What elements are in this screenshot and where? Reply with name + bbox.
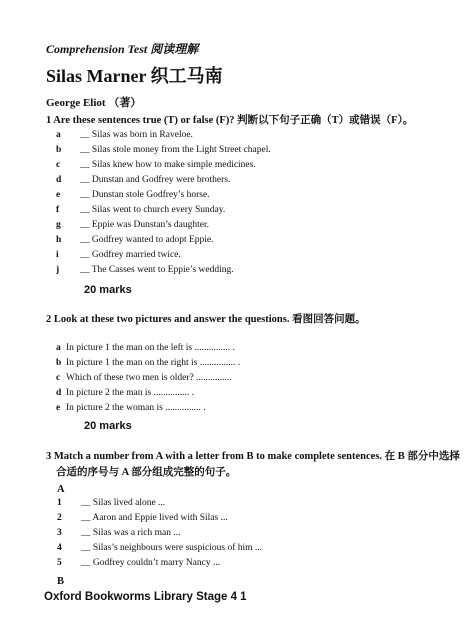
item-letter: i (56, 250, 59, 260)
q1-item-j (56, 265, 234, 275)
q1-item-b (56, 145, 271, 155)
question-2-title: 2 Look at these two pictures and answer the questions. 看图回答问题。 (46, 314, 366, 325)
item-number: 4 (57, 543, 62, 553)
item-letter: e (56, 190, 61, 200)
item-letter: g (56, 220, 61, 230)
question-3-title-line-1: 3 Match a number from A with a letter from B to make complete sentences. 在 B 部分中选择 (46, 451, 460, 462)
item-text: __ Eppie was Dunstan’s daughter. (80, 220, 210, 230)
q3-item-4 (57, 543, 262, 553)
q3-item-2 (57, 513, 228, 523)
item-text: __ Silas was a rich man ... (81, 528, 181, 538)
q3-item-1 (57, 498, 165, 508)
item-number: 5 (57, 558, 62, 568)
item-text: In picture 2 the man is ............... . (66, 388, 194, 398)
item-letter: d (56, 388, 62, 398)
q2-marks: 20 marks (84, 420, 132, 432)
item-text: __ Godfrey wanted to adopt Eppie. (80, 235, 214, 245)
author-line: George Eliot （著） (46, 97, 142, 109)
item-text: __ Dunstan stole Godfrey’s horse. (80, 190, 210, 200)
section-a-label: A (57, 484, 65, 495)
q2-item-e (56, 403, 206, 413)
item-text: __ Silas was born in Raveloe. (80, 130, 193, 140)
item-letter: a (56, 130, 61, 140)
footer: Oxford Bookworms Library Stage 4 1 (44, 591, 247, 603)
q1-item-h (56, 235, 214, 245)
item-letter: b (56, 358, 62, 368)
item-text: __ Silas’s neighbours were suspicious of him ... (81, 543, 263, 553)
question-3-title-line-2: 合适的序号与 A 部分组成完整的句子。 (56, 467, 237, 478)
q1-marks: 20 marks (84, 284, 132, 296)
q1-item-d (56, 175, 230, 185)
q2-item-d (56, 388, 194, 398)
q1-item-i (56, 250, 181, 260)
item-letter: f (56, 205, 60, 215)
q2-item-c (56, 373, 232, 383)
q1-item-c (56, 160, 256, 170)
item-letter: a (56, 343, 61, 353)
item-letter: b (56, 145, 62, 155)
q2-item-a (56, 343, 235, 353)
item-number: 3 (57, 528, 62, 538)
item-letter: d (56, 175, 62, 185)
item-letter: h (56, 235, 62, 245)
item-letter: c (56, 160, 61, 170)
item-number: 2 (57, 513, 62, 523)
q2-item-b (56, 358, 240, 368)
q3-item-5 (57, 558, 220, 568)
item-text: Which of these two men is older? ............... (66, 373, 232, 383)
q1-item-a (56, 130, 193, 140)
item-text: __ Silas stole money from the Light Street chapel. (80, 145, 271, 155)
item-text: In picture 1 the man on the right is ............... . (66, 358, 241, 368)
item-text: __ Silas lived alone ... (81, 498, 166, 508)
item-number: 1 (57, 498, 62, 508)
item-text: In picture 2 the woman is ............... . (66, 403, 206, 413)
item-text: __ Godfrey couldn’t marry Nancy ... (81, 558, 221, 568)
q1-item-e (56, 190, 210, 200)
item-letter: c (56, 373, 61, 383)
q1-item-g (56, 220, 209, 230)
item-text: __ Godfrey married twice. (80, 250, 181, 260)
item-text: __ Silas went to church every Sunday. (80, 205, 226, 215)
item-text: __ The Casses went to Eppie’s wedding. (80, 265, 234, 275)
q1-item-f (56, 205, 225, 215)
book-title: Silas Marner 织工马南 (46, 66, 223, 86)
item-text: __ Silas knew how to make simple medicines. (80, 160, 256, 170)
section-b-label: B (57, 576, 65, 587)
item-letter: j (56, 265, 60, 275)
item-text: __ Aaron and Eppie lived with Silas ... (81, 513, 228, 523)
item-text: In picture 1 the man on the left is ............... . (66, 343, 235, 353)
question-1-title: 1 Are these sentences true (T) or false (F)? 判断以下句子正确（T）或错误（F）。 (46, 115, 414, 126)
section-heading: Comprehension Test 阅读理解 (46, 42, 199, 56)
q3-item-3 (57, 528, 180, 538)
item-letter: e (56, 403, 61, 413)
item-text: __ Dunstan and Godfrey were brothers. (80, 175, 231, 185)
